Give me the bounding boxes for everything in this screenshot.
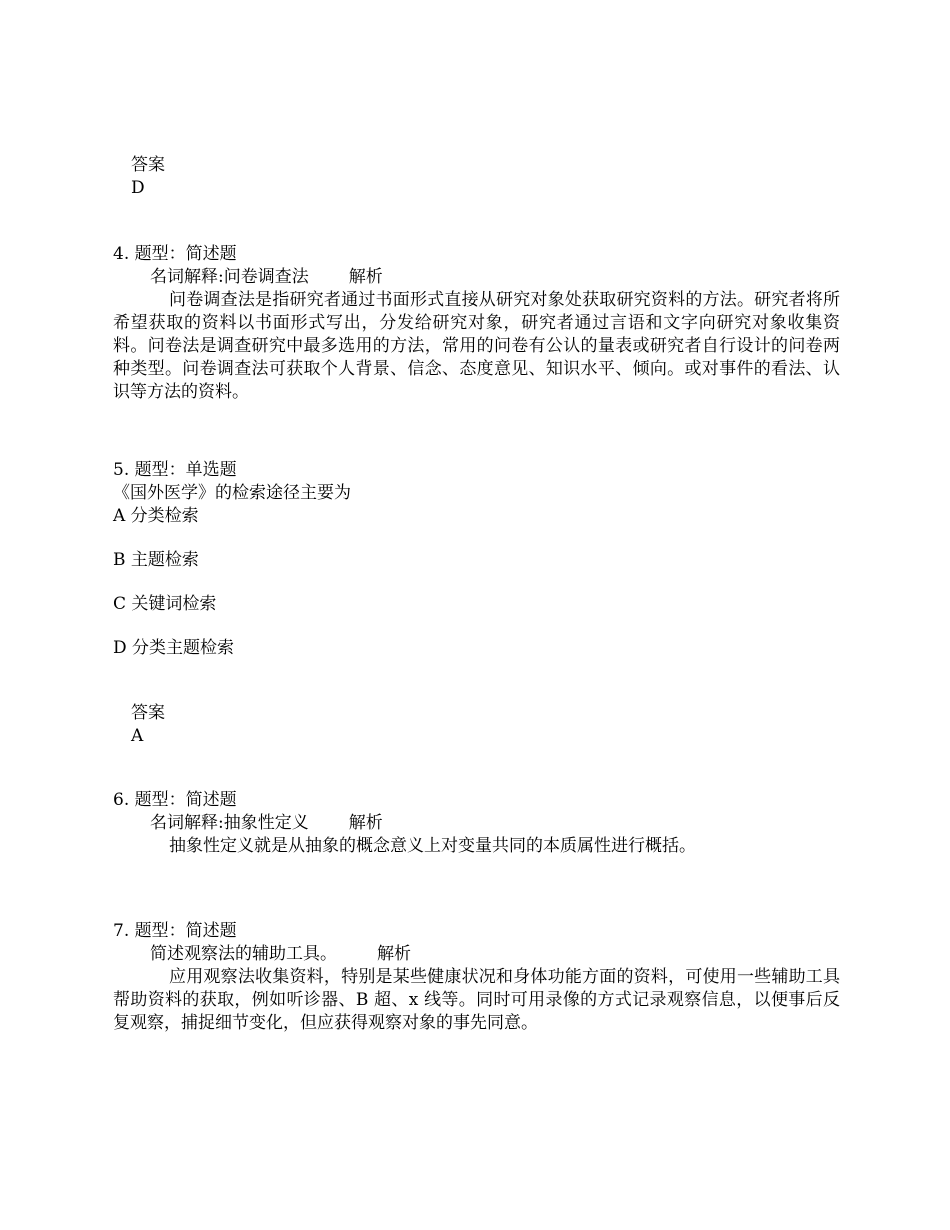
q6-prompt-line: [113, 812, 840, 835]
q4-header: 4. 题型：简述题: [113, 244, 237, 264]
q5-option-d: D 分类主题检索: [113, 638, 235, 658]
q5-option-a-row: [113, 505, 840, 528]
q3-answer-label: 答案: [131, 155, 165, 175]
q4-analysis-text: 问卷调查法是指研究者通过书面形式直接从研究对象处获取研究资料的方法。研究者将所希望获取的资料以书面形式写出，分发给研究对象，研究者通过言语和文字向研究对象收集资料。问卷法是调查研究中最多选用的方法，常用的问卷有公认的量表或研究者自行设计的问卷两种类型。问卷调查法可获取个人背景、信念、态度意见、知识水平、倾向。或对事件的看法、认识等方法的资料。: [113, 290, 840, 402]
q6-prompt: 名词解释:抽象性定义: [150, 813, 309, 833]
q3-answer-block: [131, 154, 858, 200]
q5-option-d-row: [113, 637, 840, 660]
q6-analysis-text: 抽象性定义就是从抽象的概念意义上对变量共同的本质属性进行概括。: [169, 836, 696, 856]
q5-option-c: C 关键词检索: [113, 594, 217, 614]
q7-prompt-line: [113, 943, 840, 966]
q7-analysis-text: 应用观察法收集资料，特别是某些健康状况和身体功能方面的资料，可使用一些辅助工具帮助资料的获取，例如听诊器、B 超、x 线等。同时可用录像的方式记录观察信息，以便事后反复观察，捕捉细节变化，但应获得观察对象的事先同意。: [113, 967, 840, 1033]
q5-option-c-row: [113, 593, 840, 616]
q5-option-a: A 分类检索: [113, 506, 199, 526]
q4-prompt: 名词解释:问卷调查法: [150, 267, 309, 287]
q7-block: [113, 920, 840, 1035]
q7-header: 7. 题型：简述题: [113, 921, 237, 941]
q4-prompt-line: [113, 266, 840, 289]
q7-prompt: 简述观察法的辅助工具。: [150, 944, 337, 964]
q5-block: [113, 459, 840, 505]
q5-question: 《国外医学》的检索途径主要为: [113, 483, 351, 503]
q5-answer-block: [131, 702, 858, 748]
q5-header: 5. 题型：单选题: [113, 460, 237, 480]
q4-block: [113, 243, 840, 404]
q5-answer-label: 答案: [131, 703, 165, 723]
q5-option-b: B 主题检索: [113, 550, 199, 570]
q3-answer-value: D: [131, 178, 145, 198]
q4-analysis-label: 解析: [348, 267, 383, 287]
q6-analysis-label: 解析: [348, 813, 383, 833]
q5-answer-value: A: [131, 726, 144, 746]
q6-block: [113, 789, 840, 858]
q5-option-b-row: [113, 549, 840, 572]
q6-header: 6. 题型：简述题: [113, 790, 237, 810]
q7-analysis-label: 解析: [377, 944, 411, 964]
